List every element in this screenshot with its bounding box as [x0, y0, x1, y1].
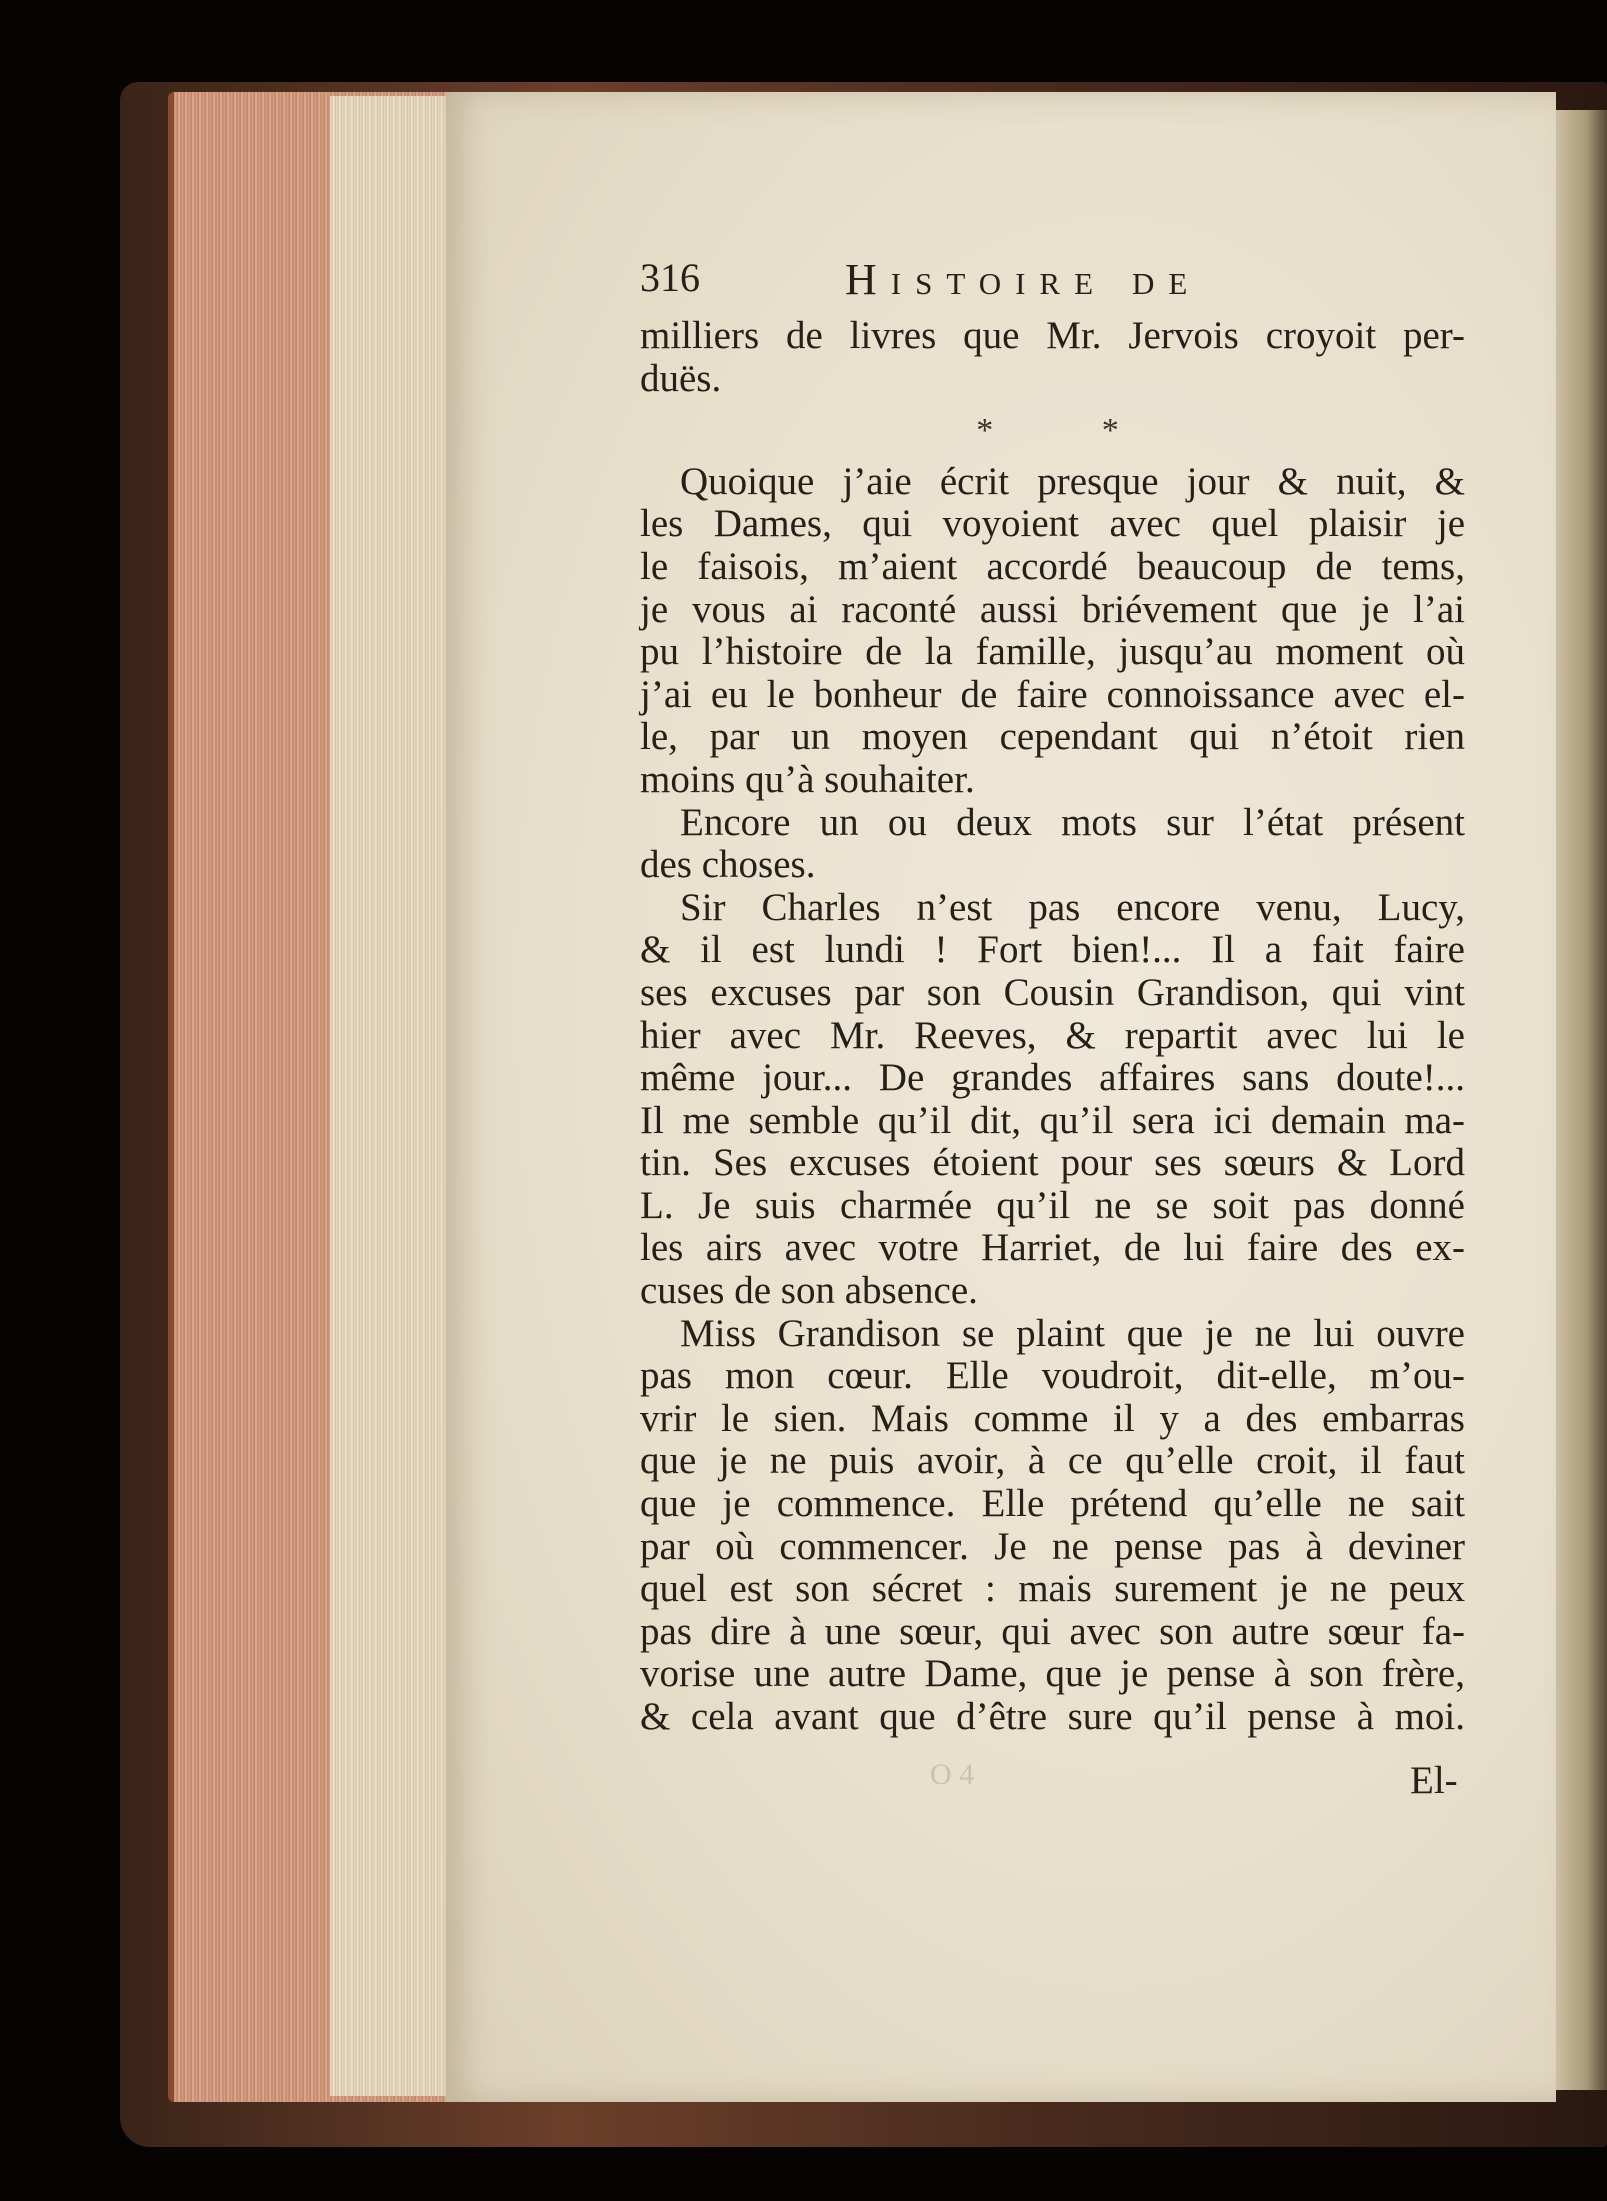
text-line: des choses.: [640, 843, 816, 887]
text-line: ses excuses par son Cousin Grandison, qui vint: [640, 970, 1465, 1014]
text-line: L. Je suis charmée qu’il ne se soit pas donné: [640, 1183, 1465, 1227]
text-line: hier avec Mr. Reeves, & repartit avec lui le: [640, 1013, 1465, 1057]
text-line: moins qu’à souhaiter.: [640, 757, 975, 801]
text-line: par où commencer. Je ne pense pas à deviner: [640, 1524, 1465, 1568]
page-number: 316: [640, 255, 700, 300]
text-line: je vous ai raconté aussi briévement que je l’ai: [640, 587, 1465, 631]
text-line: le, par un moyen cependant qui n’étoit rien: [640, 715, 1465, 759]
section-break: * *: [976, 412, 1169, 450]
catchword: El-: [1410, 1759, 1458, 1802]
text-line: même jour... De grandes affaires sans doute!...: [640, 1056, 1465, 1100]
text-line: que je ne puis avoir, à ce qu’elle croit, il faut: [640, 1439, 1465, 1483]
text-line: vorise une autre Dame, que je pense à son frère,: [640, 1652, 1465, 1696]
running-title: Histoire de: [845, 255, 1202, 304]
signature-mark: O 4: [930, 1758, 975, 1791]
text-line: cuses de son absence.: [640, 1269, 978, 1313]
text-line: j’ai eu le bonheur de faire connoissance avec el-: [640, 672, 1465, 716]
text-line: Sir Charles n’est pas encore venu, Lucy,: [680, 885, 1465, 929]
text-line: Il me semble qu’il dit, qu’il sera ici demain ma-: [640, 1098, 1465, 1142]
text-line: vrir le sien. Mais comme il y a des embarras: [640, 1396, 1465, 1440]
text-line: quel est son sécret : mais surement je ne peux: [640, 1567, 1465, 1611]
text-line: pu l’histoire de la famille, jusqu’au moment où: [640, 630, 1465, 674]
text-line: pas dire à une sœur, qui avec son autre sœur fa-: [640, 1609, 1465, 1653]
text-line: Miss Grandison se plaint que je ne lui ouvre: [680, 1311, 1465, 1355]
text-line: tin. Ses excuses étoient pour ses sœurs & Lord: [640, 1141, 1465, 1185]
paragraph: [640, 461, 1465, 802]
text-line: milliers de livres que Mr. Jervois croyoit per-: [640, 314, 1465, 357]
paragraph: [640, 315, 1465, 400]
text-line: & il est lundi ! Fort bien!... Il a fait faire: [640, 928, 1465, 972]
text-line: Encore un ou deux mots sur l’état présent: [680, 800, 1465, 844]
page-edges-inner: [330, 96, 448, 2096]
text-line: & cela avant que d’être sure qu’il pense à moi.: [640, 1695, 1465, 1738]
text-line: Quoique j’aie écrit presque jour & nuit, &: [680, 459, 1465, 503]
paragraph: [640, 1313, 1465, 1739]
text-line: les Dames, qui voyoient avec quel plaisir je: [640, 502, 1465, 546]
page-body: [640, 315, 1465, 1739]
text-line: que je commence. Elle prétend qu’elle ne sait: [640, 1482, 1465, 1526]
text-line: duës.: [640, 356, 722, 400]
paragraph: [640, 802, 1465, 887]
text-line: les airs avec votre Harriet, de lui faire des ex-: [640, 1226, 1465, 1270]
paragraph: [640, 887, 1465, 1313]
facing-page-edge: [1556, 110, 1607, 2090]
text-line: pas mon cœur. Elle voudroit, dit-elle, m’ou-: [640, 1354, 1465, 1398]
text-line: le faisois, m’aient accordé beaucoup de tems,: [640, 544, 1465, 588]
